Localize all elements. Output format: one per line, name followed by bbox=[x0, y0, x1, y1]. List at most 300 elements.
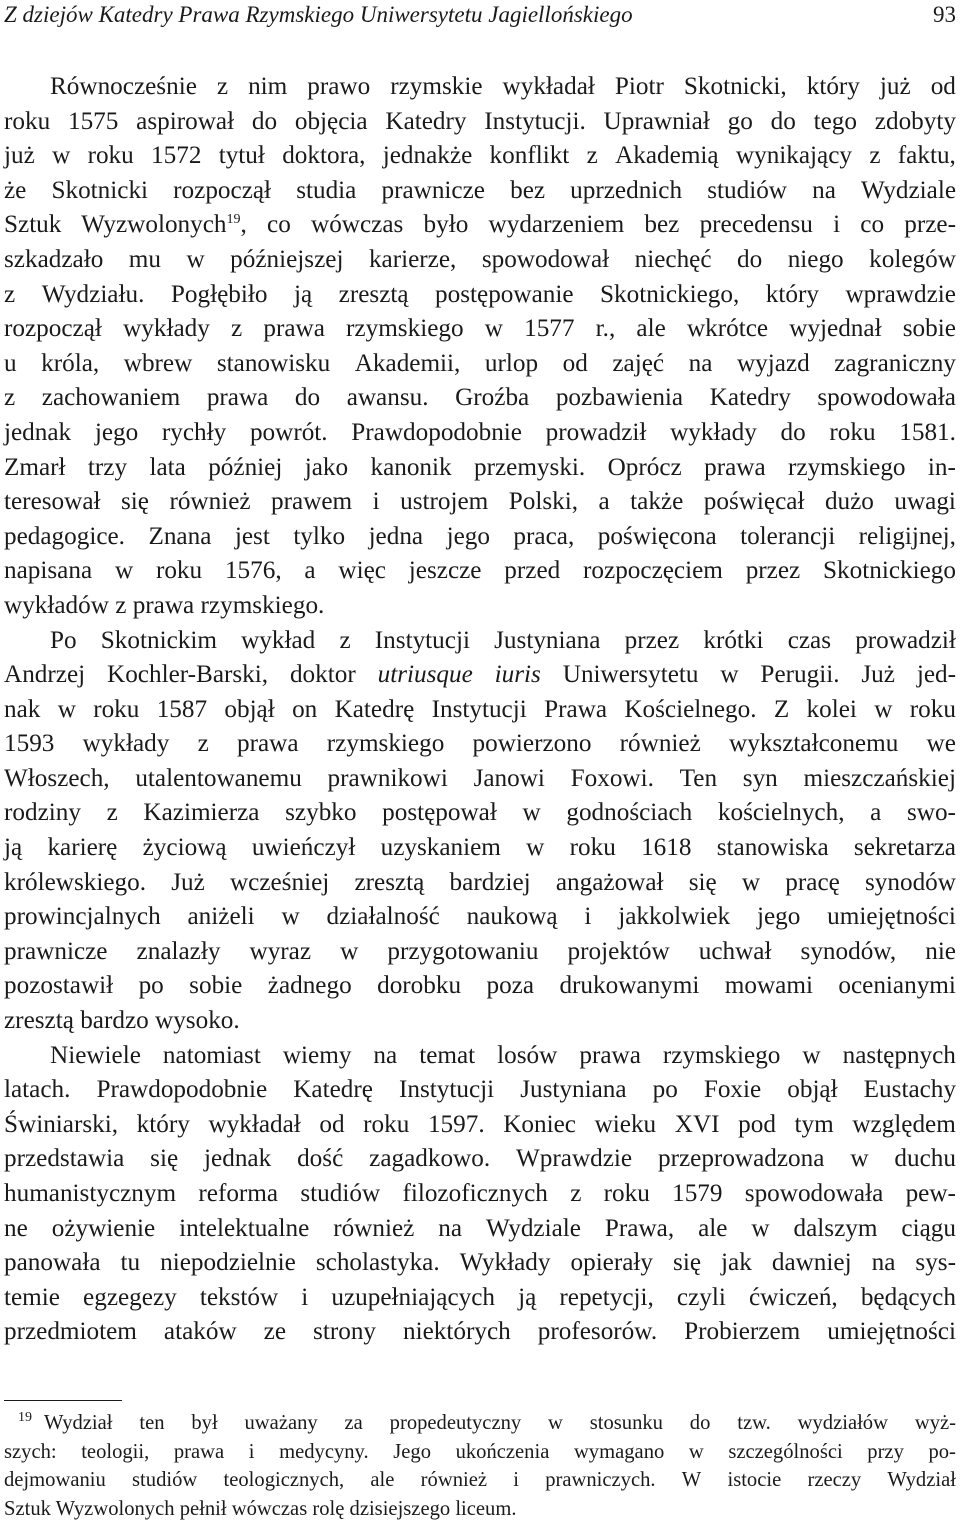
word: Skotnicki bbox=[51, 176, 149, 204]
word: wykładał bbox=[502, 73, 595, 100]
word: również bbox=[169, 488, 251, 516]
word: przy bbox=[867, 1440, 904, 1463]
word: wyjazd bbox=[736, 349, 810, 377]
word: lata bbox=[149, 453, 186, 481]
word: Akademii, bbox=[354, 349, 461, 377]
word: rzymskiego bbox=[326, 730, 445, 758]
word: Pogłębiło bbox=[170, 280, 268, 308]
word: Prawdopodobnie bbox=[96, 1076, 268, 1104]
word: ją bbox=[518, 1283, 537, 1311]
word: czyli bbox=[676, 1283, 726, 1311]
word: prawa bbox=[579, 1041, 641, 1069]
word: uchwał bbox=[698, 937, 772, 965]
word: mowami bbox=[724, 972, 813, 1000]
word: studiów bbox=[132, 1469, 198, 1491]
word: pew- bbox=[905, 1180, 956, 1207]
word: Skotnicki, bbox=[683, 73, 787, 100]
word: zajęć bbox=[612, 349, 665, 377]
word: w bbox=[802, 1041, 821, 1069]
running-title: Z dziejów Katedry Prawa Rzymskiego Uniwersytetu Jagiellońskiego bbox=[4, 2, 633, 27]
word: ożywienie bbox=[51, 1214, 156, 1242]
word: egzegezy bbox=[83, 1283, 177, 1311]
word: zachowaniem bbox=[41, 384, 181, 412]
word: niepodzielnie bbox=[160, 1249, 296, 1277]
word: szych: bbox=[4, 1440, 57, 1463]
word: więc bbox=[338, 557, 386, 585]
word: z bbox=[4, 384, 16, 412]
word: Z bbox=[773, 695, 790, 723]
word: roku bbox=[87, 142, 134, 170]
word: ją bbox=[293, 280, 313, 308]
text-line bbox=[4, 796, 956, 831]
footnote-text: Wydział ten był uważany za propedeutyczny w stosunku do tzw. wydziałów wyż- bbox=[44, 1412, 956, 1434]
word: w bbox=[52, 142, 71, 170]
word: strony bbox=[313, 1318, 376, 1346]
text-segment: wykładów z prawa rzymskiego. bbox=[4, 591, 325, 619]
word: roku bbox=[909, 695, 956, 723]
word: pozbawienia bbox=[555, 384, 684, 412]
word: który bbox=[136, 1110, 190, 1138]
word: jednak bbox=[204, 1145, 272, 1173]
word: objął bbox=[224, 695, 275, 723]
word: istocie bbox=[727, 1469, 782, 1491]
footnote-reference: 19 bbox=[226, 212, 241, 228]
word: w bbox=[874, 695, 893, 723]
word: spowodowała bbox=[817, 384, 956, 412]
word: tolerancji bbox=[740, 522, 836, 550]
word: tylko bbox=[293, 522, 346, 550]
text-line bbox=[4, 935, 956, 970]
word: zresztą bbox=[354, 868, 425, 896]
word: do bbox=[251, 107, 278, 135]
word: się bbox=[673, 1249, 702, 1277]
word: niektórych bbox=[403, 1318, 511, 1346]
word: niego bbox=[787, 245, 844, 273]
word: XVI bbox=[674, 1110, 720, 1138]
word: prawa bbox=[173, 1440, 225, 1463]
word: dalszym bbox=[793, 1214, 878, 1242]
text-segment: Sztuk Wyzwolonych bbox=[4, 211, 227, 239]
word: spowodował bbox=[481, 245, 610, 273]
word: 1575 bbox=[67, 107, 119, 135]
text-line bbox=[4, 520, 956, 555]
word: że bbox=[4, 176, 27, 204]
word: jednakże bbox=[382, 142, 473, 170]
word: angażował bbox=[555, 868, 664, 896]
word: przez bbox=[745, 557, 801, 585]
word: praca, bbox=[513, 522, 575, 550]
word: jego bbox=[94, 418, 139, 446]
word: na bbox=[438, 1214, 463, 1242]
word: projektów bbox=[567, 937, 670, 965]
word: Oprócz bbox=[607, 453, 682, 481]
word: Zmarł bbox=[4, 453, 66, 481]
word: po bbox=[138, 972, 164, 1000]
word: w bbox=[186, 245, 205, 273]
word: tytuł bbox=[218, 142, 265, 170]
word: i bbox=[301, 1283, 309, 1311]
word: u bbox=[4, 349, 17, 377]
word: w bbox=[281, 903, 300, 931]
line-content bbox=[4, 658, 956, 693]
word: w bbox=[57, 695, 76, 723]
word: Justyniana bbox=[520, 1076, 627, 1104]
word: kościelnych, bbox=[717, 799, 845, 827]
line-content bbox=[4, 1004, 240, 1039]
word: uwagi bbox=[894, 488, 956, 516]
word: synodów, bbox=[800, 937, 897, 965]
word: prawa bbox=[263, 315, 325, 343]
word: również bbox=[420, 1469, 487, 1491]
word: prawnicze bbox=[381, 176, 485, 204]
word: po- bbox=[928, 1440, 956, 1463]
word: już bbox=[879, 73, 911, 100]
word: Instytucji bbox=[374, 626, 470, 654]
word: swo- bbox=[906, 799, 956, 827]
word: ale bbox=[636, 315, 666, 343]
word: roku bbox=[829, 418, 876, 446]
text-line bbox=[4, 243, 956, 278]
word: już bbox=[4, 142, 35, 170]
word: żadnego bbox=[267, 972, 352, 1000]
word: nim bbox=[248, 73, 288, 100]
word: trzy bbox=[87, 453, 128, 481]
word: jednak bbox=[4, 418, 72, 446]
word: rzeczy bbox=[807, 1469, 862, 1491]
word: mu bbox=[128, 245, 161, 273]
word: Kazimierza bbox=[143, 799, 260, 827]
word: w bbox=[751, 1214, 770, 1242]
word: przeprowadzona bbox=[658, 1145, 825, 1173]
word: a bbox=[598, 488, 610, 516]
word: drukowanymi bbox=[559, 972, 700, 1000]
word: studiów bbox=[707, 176, 787, 204]
word: ukończenia bbox=[455, 1440, 550, 1463]
word: reforma bbox=[198, 1180, 279, 1207]
word: i bbox=[513, 1469, 519, 1491]
word: urlop bbox=[484, 349, 539, 377]
word: przemyski. bbox=[474, 453, 586, 481]
word: 1579 bbox=[672, 1180, 723, 1207]
word: Włoszech, bbox=[4, 764, 110, 792]
text-line bbox=[4, 1004, 956, 1039]
word: wiemy bbox=[282, 1041, 352, 1069]
text-line bbox=[4, 658, 956, 693]
word: profesorów. bbox=[537, 1318, 658, 1346]
text-line bbox=[4, 1212, 956, 1247]
word: Katedry bbox=[385, 107, 467, 135]
word: wykłady bbox=[670, 418, 757, 446]
word: Eustachy bbox=[863, 1076, 956, 1104]
word: z bbox=[197, 730, 209, 758]
word: z bbox=[339, 626, 351, 654]
word: z bbox=[230, 315, 243, 343]
text-segment: Andrzej Kochler-Barski, doktor bbox=[4, 661, 378, 689]
word: Justyniana bbox=[494, 626, 601, 654]
word: studiów bbox=[300, 1180, 381, 1207]
word: roku bbox=[569, 834, 616, 862]
word: pedagogice. bbox=[4, 522, 125, 550]
word: od bbox=[562, 349, 588, 377]
word: ciągu bbox=[901, 1214, 956, 1242]
word: Wprawdzie bbox=[516, 1145, 633, 1173]
word: prawniczych. bbox=[545, 1469, 656, 1491]
word: we bbox=[926, 730, 956, 758]
word: dorobku bbox=[377, 972, 462, 1000]
word: Instytucji bbox=[399, 1076, 495, 1104]
word: doktora, bbox=[282, 142, 366, 170]
text-line bbox=[4, 1073, 956, 1108]
text-line bbox=[4, 105, 956, 140]
word: Prawa bbox=[544, 695, 608, 723]
word: zresztą bbox=[338, 280, 409, 308]
word: jedna bbox=[368, 522, 424, 550]
word: go bbox=[727, 107, 753, 135]
word: czas bbox=[787, 626, 832, 654]
text-line bbox=[4, 900, 956, 935]
word: wykład bbox=[241, 626, 316, 654]
text-line bbox=[4, 485, 956, 520]
word: tekstów bbox=[199, 1283, 279, 1311]
page-number: 93 bbox=[933, 2, 956, 27]
text-line bbox=[4, 416, 956, 451]
word: jego bbox=[446, 522, 490, 550]
word: ocenianymi bbox=[838, 972, 956, 1000]
word: panowała bbox=[4, 1249, 101, 1277]
word: nak bbox=[4, 695, 41, 723]
word: wyraz bbox=[249, 937, 312, 965]
word: Skotnickim bbox=[100, 626, 217, 654]
word: po bbox=[652, 1076, 678, 1104]
word: scholastyka. bbox=[315, 1249, 440, 1277]
word: losów bbox=[497, 1041, 558, 1069]
word: mieszczańskiej bbox=[803, 764, 956, 792]
footnote-number: 19 bbox=[18, 1410, 32, 1425]
word: wykłady bbox=[123, 315, 210, 343]
word: ćwiczeń, bbox=[748, 1283, 838, 1311]
word: Wydziału. bbox=[41, 280, 145, 308]
text-line bbox=[4, 762, 956, 797]
word: ją bbox=[4, 834, 23, 862]
word: będących bbox=[860, 1283, 956, 1311]
word: ustrojem bbox=[400, 488, 489, 516]
word: na bbox=[871, 1249, 896, 1277]
word: sys- bbox=[915, 1249, 956, 1277]
word: w bbox=[114, 557, 134, 585]
word: faktu, bbox=[897, 142, 956, 170]
word: ne bbox=[4, 1214, 28, 1242]
word: uzupełniających bbox=[331, 1283, 496, 1311]
word: intelektualne bbox=[179, 1214, 310, 1242]
word: Foxie bbox=[703, 1076, 762, 1104]
word: Koniec bbox=[503, 1110, 576, 1138]
word: rzymskiego bbox=[662, 1041, 781, 1069]
word: znalazły bbox=[136, 937, 221, 965]
word: wbrew bbox=[123, 349, 193, 377]
word: zagadkowo. bbox=[369, 1145, 491, 1173]
word: Wydziale bbox=[485, 1214, 581, 1242]
word: nie bbox=[925, 937, 956, 965]
text-segment: zresztą bardzo wysoko. bbox=[4, 1007, 240, 1035]
word: w bbox=[688, 1440, 704, 1463]
word: religijnej, bbox=[858, 522, 956, 550]
word: awansu. bbox=[346, 384, 429, 412]
word: i bbox=[584, 903, 592, 931]
word: prawnikowi bbox=[327, 764, 448, 792]
word: niechęć bbox=[634, 245, 712, 273]
word: roku bbox=[93, 695, 140, 723]
word: wykładał bbox=[208, 1110, 301, 1138]
word: temat bbox=[419, 1041, 476, 1069]
word: Skotnickiego, bbox=[600, 280, 740, 308]
word: W bbox=[681, 1469, 702, 1491]
word: opierały bbox=[570, 1249, 654, 1277]
text-line bbox=[4, 451, 956, 486]
line-content bbox=[4, 208, 956, 243]
word: Akademią bbox=[615, 142, 719, 170]
word: sobie bbox=[189, 972, 243, 1000]
word: karierze, bbox=[368, 245, 457, 273]
word: zdobyty bbox=[874, 107, 956, 135]
word: prawa bbox=[704, 453, 766, 481]
word: do bbox=[737, 245, 763, 273]
text-line bbox=[4, 831, 956, 866]
word: prawem bbox=[271, 488, 353, 516]
word: jeszcze bbox=[408, 557, 482, 585]
word: tu bbox=[120, 1249, 141, 1277]
word: 1576, bbox=[224, 557, 282, 585]
footnote-line bbox=[4, 1495, 956, 1524]
word: wykłady bbox=[82, 730, 170, 758]
word: sekretarza bbox=[853, 834, 956, 862]
text-line bbox=[4, 381, 956, 416]
word: rozpoczęciem bbox=[583, 557, 723, 585]
word: latach. bbox=[4, 1076, 71, 1104]
word: teologii, bbox=[81, 1440, 150, 1463]
word: się bbox=[150, 1145, 179, 1173]
word: szczególności bbox=[728, 1440, 843, 1463]
word: jest bbox=[234, 522, 270, 550]
word: 1618 bbox=[641, 834, 692, 862]
word: króla, bbox=[41, 349, 100, 377]
word: poświęcona bbox=[597, 522, 717, 550]
word: Świniarski, bbox=[4, 1110, 119, 1138]
word: wynikający bbox=[735, 142, 853, 170]
word: krótki bbox=[703, 626, 764, 654]
word: Niewiele bbox=[50, 1041, 141, 1069]
word: Kościelnego. bbox=[624, 695, 757, 723]
word: umiejętności bbox=[827, 1318, 956, 1346]
text-line bbox=[4, 208, 956, 243]
line-content bbox=[4, 589, 324, 624]
word: jako bbox=[304, 453, 349, 481]
italic-phrase: utriusque iuris bbox=[377, 661, 541, 689]
word: Probierzem bbox=[684, 1318, 801, 1346]
word: prawo bbox=[307, 73, 371, 100]
text-line bbox=[4, 278, 956, 313]
word: na bbox=[688, 349, 713, 377]
footnote-line bbox=[4, 1438, 956, 1467]
word: kolegów bbox=[869, 245, 956, 273]
word: Instytucji bbox=[431, 695, 527, 723]
word: powrót. bbox=[249, 418, 328, 446]
word: roku bbox=[363, 1110, 410, 1138]
main-text bbox=[4, 70, 956, 1350]
word: dość bbox=[297, 1145, 344, 1173]
footnote-line bbox=[4, 1409, 956, 1438]
word: tego bbox=[813, 107, 857, 135]
word: zagraniczny bbox=[834, 349, 956, 377]
word: Katedry bbox=[709, 384, 791, 412]
word: wcześniej bbox=[229, 868, 330, 896]
word: z bbox=[4, 280, 16, 308]
word: z bbox=[869, 142, 881, 170]
word: objęcia bbox=[294, 107, 368, 135]
word: Skotnickiego bbox=[823, 557, 956, 585]
word: uzyskaniem bbox=[380, 834, 501, 862]
word: 1587 bbox=[156, 695, 208, 723]
word: dużo bbox=[824, 488, 874, 516]
word: rzymskiego bbox=[346, 315, 464, 343]
word: humanistycznym bbox=[4, 1180, 177, 1207]
word: 1597. bbox=[427, 1110, 485, 1138]
word: w bbox=[850, 1145, 869, 1173]
word: tym bbox=[794, 1110, 834, 1138]
word: wyjednał bbox=[789, 315, 882, 343]
word: względem bbox=[852, 1110, 956, 1138]
text-line bbox=[4, 347, 956, 382]
word: Równocześnie bbox=[50, 73, 197, 100]
word: w bbox=[741, 868, 761, 896]
word: dawniej bbox=[771, 1249, 852, 1277]
word: postępowanie bbox=[435, 280, 574, 308]
word: roku bbox=[603, 1180, 650, 1207]
word: od bbox=[319, 1110, 345, 1138]
word: Instytucji. bbox=[484, 107, 586, 135]
text-line bbox=[4, 1246, 956, 1281]
word: który bbox=[765, 280, 819, 308]
word: prowadził bbox=[545, 418, 647, 446]
word: Wykłady bbox=[459, 1249, 551, 1277]
text-line bbox=[4, 1177, 956, 1212]
word: Piotr bbox=[614, 73, 664, 100]
text-line bbox=[4, 1108, 956, 1143]
word: który bbox=[806, 73, 860, 100]
word: dejmowaniu bbox=[4, 1469, 106, 1491]
word: w bbox=[340, 937, 359, 965]
word: rodziny bbox=[4, 799, 81, 827]
word: ale bbox=[698, 1214, 728, 1242]
word: wymagano bbox=[573, 1440, 665, 1463]
word: późniejszej bbox=[230, 245, 344, 273]
text-line bbox=[4, 589, 956, 624]
word: wprawdzie bbox=[845, 280, 956, 308]
footnote bbox=[4, 1409, 956, 1523]
word: rozpoczął bbox=[173, 176, 272, 204]
word: wieku bbox=[594, 1110, 657, 1138]
word: pod bbox=[738, 1110, 776, 1138]
word: synodów bbox=[865, 868, 956, 896]
text-line bbox=[4, 866, 956, 901]
word: ataków bbox=[163, 1318, 237, 1346]
word: kolei bbox=[806, 695, 857, 723]
word: w bbox=[522, 799, 541, 827]
word: następnych bbox=[842, 1041, 956, 1069]
word: Katedrę bbox=[293, 1076, 373, 1104]
word: od bbox=[930, 73, 956, 100]
word: 1593 bbox=[4, 730, 55, 758]
word: pozostawił bbox=[4, 972, 114, 1000]
